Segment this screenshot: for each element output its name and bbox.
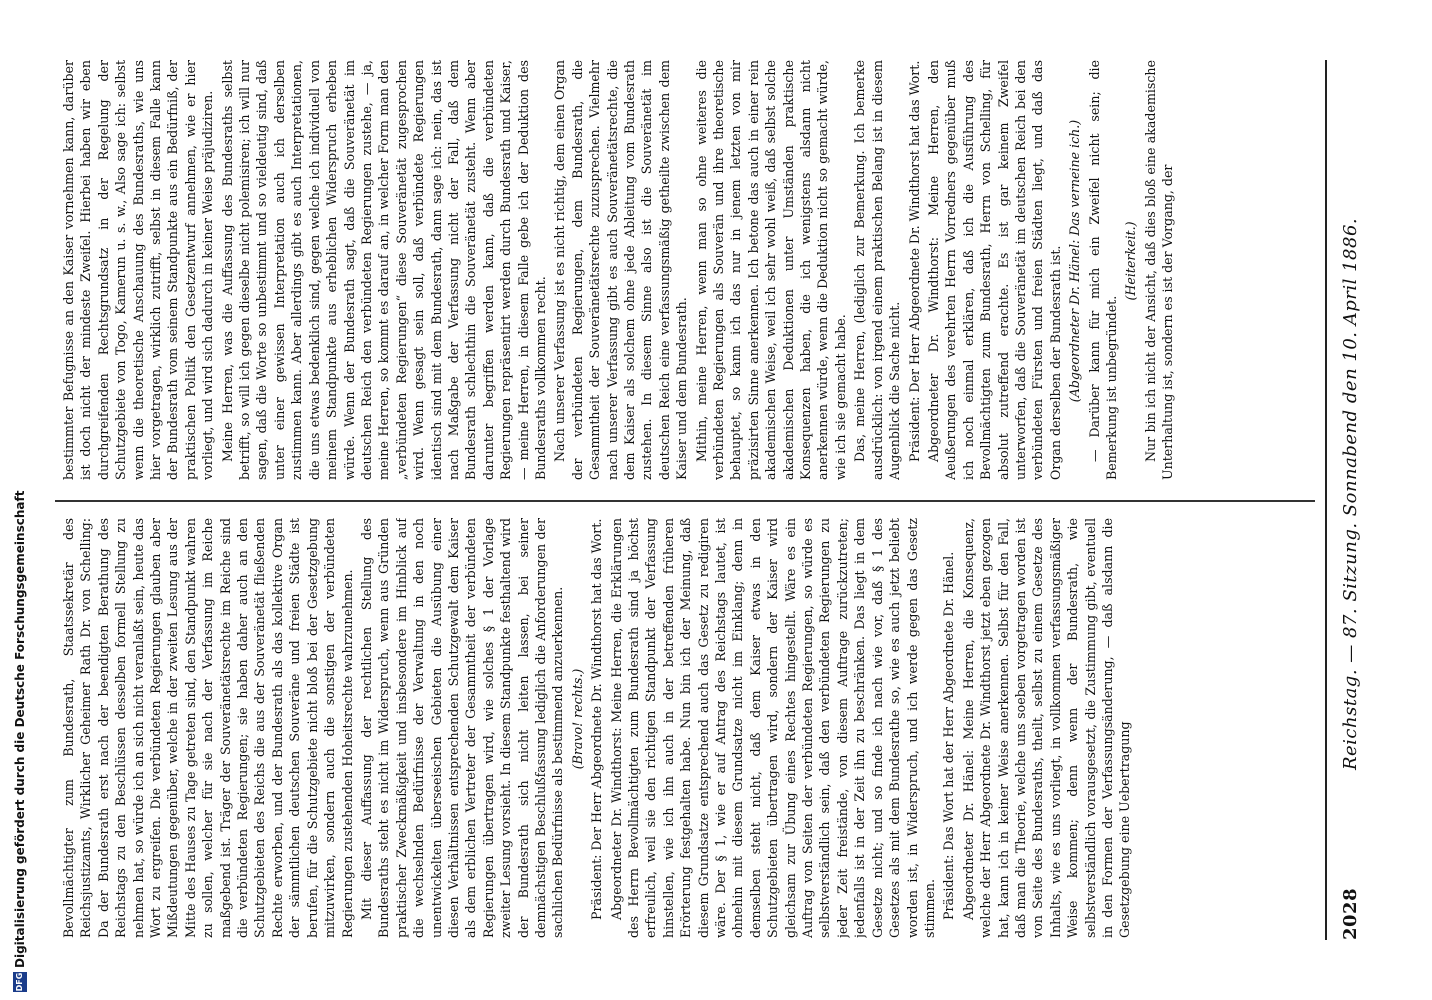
running-title: Reichstag. — 87. Sitzung. Sonnabend den 10. April 1886. [1339,217,1361,771]
paragraph: Bevollmächtigter zum Bundesrath, Staatssekretär des Reichsjustizamts, Wirklicher Geheimer Rath Dr. von Schelling: Da der Bundesrath erst nach der beendigten Berathung des Reichstags zu den Beschlüssen desselben formell Stellung zu nehmen hat, so würde ich an sich nicht veranlaßt sein, heute das Wort zu ergreifen. Die verbündeten Regierungen glauben aber Mißdeutungen gegenüber, welche in der zweiten Lesung aus der Mitte des Hauses zu Tage getreten sind, den Standpunkt wahren zu sollen, welcher für sie nach der Verfassung im Reiche maßgebend ist. Träger der Souveränetätsrechte im Reiche sind die verbündeten Regierungen; sie haben daher auch an den Schutzgebieten des Reichs die aus der Souveränetät fließenden Rechte erworben, und der Bundesrath als das kollektive Organ der sämmtlichen deutschen Souveräne und freien Städte ist berufen, für die Schutzgebiete nicht bloß bei der Gesetzgebung mitzuwirken, sondern auch die sonstigen der verbündeten Regierungen zustehenden Hoheitsrechte wahrzunehmen. [61,518,355,938]
column-divider [55,501,1315,503]
stage-direction: (Abgeordneter Dr. Hänel: Das verneine ich.) [1067,119,1083,403]
paragraph: Präsident: Der Herr Abgeordnete Dr. Windthorst hat das Wort. [906,60,922,462]
paragraph: — Darüber kann für mich ein Zweifel nicht sein; die Bemerkung ist unbegründet. [1086,60,1119,480]
paragraph: Nach unserer Verfassung ist es nicht richtig, dem einen Organ der verbündeten Regierungen, dem Bundesrath, die Gesammtheit der Souveränetätsrechte zuzusprechen. Vielmehr nach unserer Verfassung gibt es auch Souveränetätsrechte, die dem Kaiser als solchem ohne jede Ableitung vom Bundesrath zustehen. In diesem Sinne also ist die Souveränetät im deutschen Reich eine verfassungsmäßig getheilte zwischen dem Kaiser und dem Bundesrath. [552,60,690,480]
stage-direction: (Bravo! rechts.) [569,668,585,770]
right-column [60,60,1310,480]
left-column [60,518,1310,938]
paragraph: Das, meine Herren, (lediglich zur Bemerkung. Ich bemerke ausdrücklich: von irgend einem praktischen Belang ist in diesem Augenblick die Sache nicht. [852,60,903,480]
header-rule [1325,60,1327,940]
paragraph: Präsident: Das Wort hat der Herr Abgeordnete Dr. Hänel. [941,551,957,920]
dfg-logo: DFG [13,972,27,992]
running-header [1330,60,1370,940]
paragraph: Mithin, meine Herren, wenn man so ohne weiteres die verbündeten Regierungen als Souverän und ihre theoretische behauptet, so kann ich das nur in jenem letzten von mir präzisirten Sinne anerkennen. Ich betone das auch in einer rein akademischen Weise, weil ich sehr wohl weiß, daß selbst solche akademischen Deduktionen unter Umständen praktische Konsequenzen haben, die ich wenigstens alsdann nicht anerkennen würde, wenn die Deduktion nicht so gemacht würde, wie ich sie gemacht habe. [693,60,848,480]
page-number: 2028 [1339,887,1361,940]
digitization-credit [0,0,40,1000]
credit-text: Digitalisierung gefördert durch die Deutsche Forschungsgemeinschaft [13,490,27,968]
paragraph: Abgeordneter Dr. Windthorst: Meine Herren, die Erklärungen des Herrn Bevollmächtigten zum Bundesrath sind ja höchst erfreulich, weil sie den richtigen Standpunkt der Verfassung hinstellen, wie ich ihn auch in der betreffenden früheren Erörterung festgehalten habe. Nun bin ich der Meinung, daß diesem Grundsatze entsprechend auch das Gesetz zu redigiren wäre. Der § 1, wie er auf Antrag des Reichstags lautet, ist ohnehin mit diesem Grundsatze nicht im Einklang; denn in demselben steht nicht, daß dem Kaiser etwas in den Schutzgebieten übertragen wird, sondern der Kaiser wird gleichsam zur Übung eines Rechtes hingestellt. Wäre es ein Auftrag von Seiten der verbündeten Regierungen, so würde es selbstverständlich sein, daß den verbündeten Regierungen zu jeder Zeit freistände, von diesem Auftrage zurückzutreten; jedenfalls ist in der Zeit ihn zu beschränken. Das liegt in dem Gesetze nicht; und so finde ich nach wie vor, daß § 1 des Gesetzes als mit dem Bundesrathe so, wie es auch jetzt beliebt worden ist, in Widerspruch, und ich werde gegen das Gesetz stimmen. [608,518,937,938]
paragraph: Abgeordneter Dr. Windthorst: Meine Herren, den Aeußerungen des verehrten Herrn Vorredners gegenüber muß ich noch einmal erklären, daß ich die Ausführung des Bevollmächtigten zum Bundesrath, Herrn von Schelling, für absolut zutreffend erachte. Es ist gar keinem Zweifel unterworfen, daß die Souveränetät im deutschen Reich bei den verbündeten Fürsten und freien Städten liegt, und daß das Organ derselben der Bundesrath ist. [925,60,1063,480]
paragraph: Meine Herren, was die Auffassung des Bundesraths selbst betrifft, so will ich gegen dieselbe nicht polemisiren; ich will nur sagen, daß die Worte so unbestimmt und so vieldeutig sind, daß unter einer gewissen Interpretation auch ich derselben zustimmen kann. Aber allerdings gibt es auch Interpretationen, die uns etwas bedenklich sind, gegen welche ich individuell von meinem Standpunkte aus erheblichen Widerspruch erheben würde. Wenn der Bundesrath sagt, daß die Souveränetät im deutschen Reich den verbündeten Regierungen zustehe, — ja, meine Herren, so kommt es darauf an, in welcher Form man den „verbündeten Regierungen“ diese Souveränetät zugesprochen wird. Wenn gesagt sein soll, daß verbündete Regierungen identisch sind mit dem Bundesrath, dann sage ich: nein, das ist nach Maßgabe der Verfassung nicht der Fall, daß dem Bundesrath schlechthin die Souveränetät zusteht. Wenn aber darunter begriffen werden kann, daß die verbündeten Regierungen repräsentirt werden durch Bundesrath und Kaiser, — meine Herren, in diesem Falle gebe ich der Deduktion des Bundesraths vollkommen recht. [219,60,548,480]
paragraph: Präsident: Der Herr Abgeordnete Dr. Windthorst hat das Wort. [589,518,605,920]
paragraph: Abgeordneter Dr. Hänel: Meine Herren, die Konsequenz, welche der Herr Abgeordnete Dr. Windthorst jetzt eben gezogen hat, kann ich in keiner Weise anerkennen. Selbst für den Fall, daß man die Theorie, welche uns soeben vorgetragen worden ist von Seite des Bundesraths, theilt, selbst zu einem Gesetze des Inhalts, wie es uns vorliegt, in vollkommen verfassungsmäßiger Weise kommen; denn wenn der Bundesrath, wie selbstverständlich vorausgesetzt, die Zustimmung gibt, eventuell in den Formen der Verfassungsänderung, — daß alsdann die Gesetzgebung eine Uebertragung [960,518,1133,938]
stage-direction: (Heiterkeit.) [1123,221,1139,301]
paragraph: bestimmter Befugnisse an den Kaiser vornehmen kann, darüber ist doch nicht der mindeste Zweifel. Hierbei haben wir eben durchgreifenden Rechtsgrundsatz in der Regelung der Schutzgebiete von Togo, Kamerun u. s. w., Also sage ich: selbst wenn die theoretische Anschauung des Bundesraths, wie uns hier vorgetragen, wirklich zutrifft, selbst in diesem Falle kann der Bundesrath vom seinem Standpunkte aus ein Bedürfniß, der praktischen Politik den Gesetzentwurf annehmen, wie er hier vorliegt, und wird sich dadurch in keiner Weise präjudiziren. [61,60,216,480]
paragraph: Nur bin ich nicht der Ansicht, daß dies bloß eine akademische Unterhaltung ist, sondern es ist der Vorgang, der [1142,60,1176,480]
paragraph: Mit dieser Auffassung der rechtlichen Stellung des Bundesraths steht es nicht im Widerspruch, wenn aus Gründen praktischer Zweckmäßigkeit und insbesondere im Hinblick auf die wechselnden Bedürfnisse der Verwaltung in den noch unentwickelten überseeischen Gebieten die Ausübung einer diesen Verhältnissen entsprechenden Schutzgewalt dem Kaiser als dem erblichen Vertreter der Gesammtheit der verbündeten Regierungen übertragen wird, wie solches § 1 der Vorlage zweiter Lesung vorsieht. In diesem Standpunkte festhaltend wird der Bundesrath sich nicht leiten lassen, bei seiner demnächstigen Beschlußfassung lediglich die Anforderungen der sachlichen Bedürfnisse als bestimmend anzuerkennen. [358,518,566,938]
